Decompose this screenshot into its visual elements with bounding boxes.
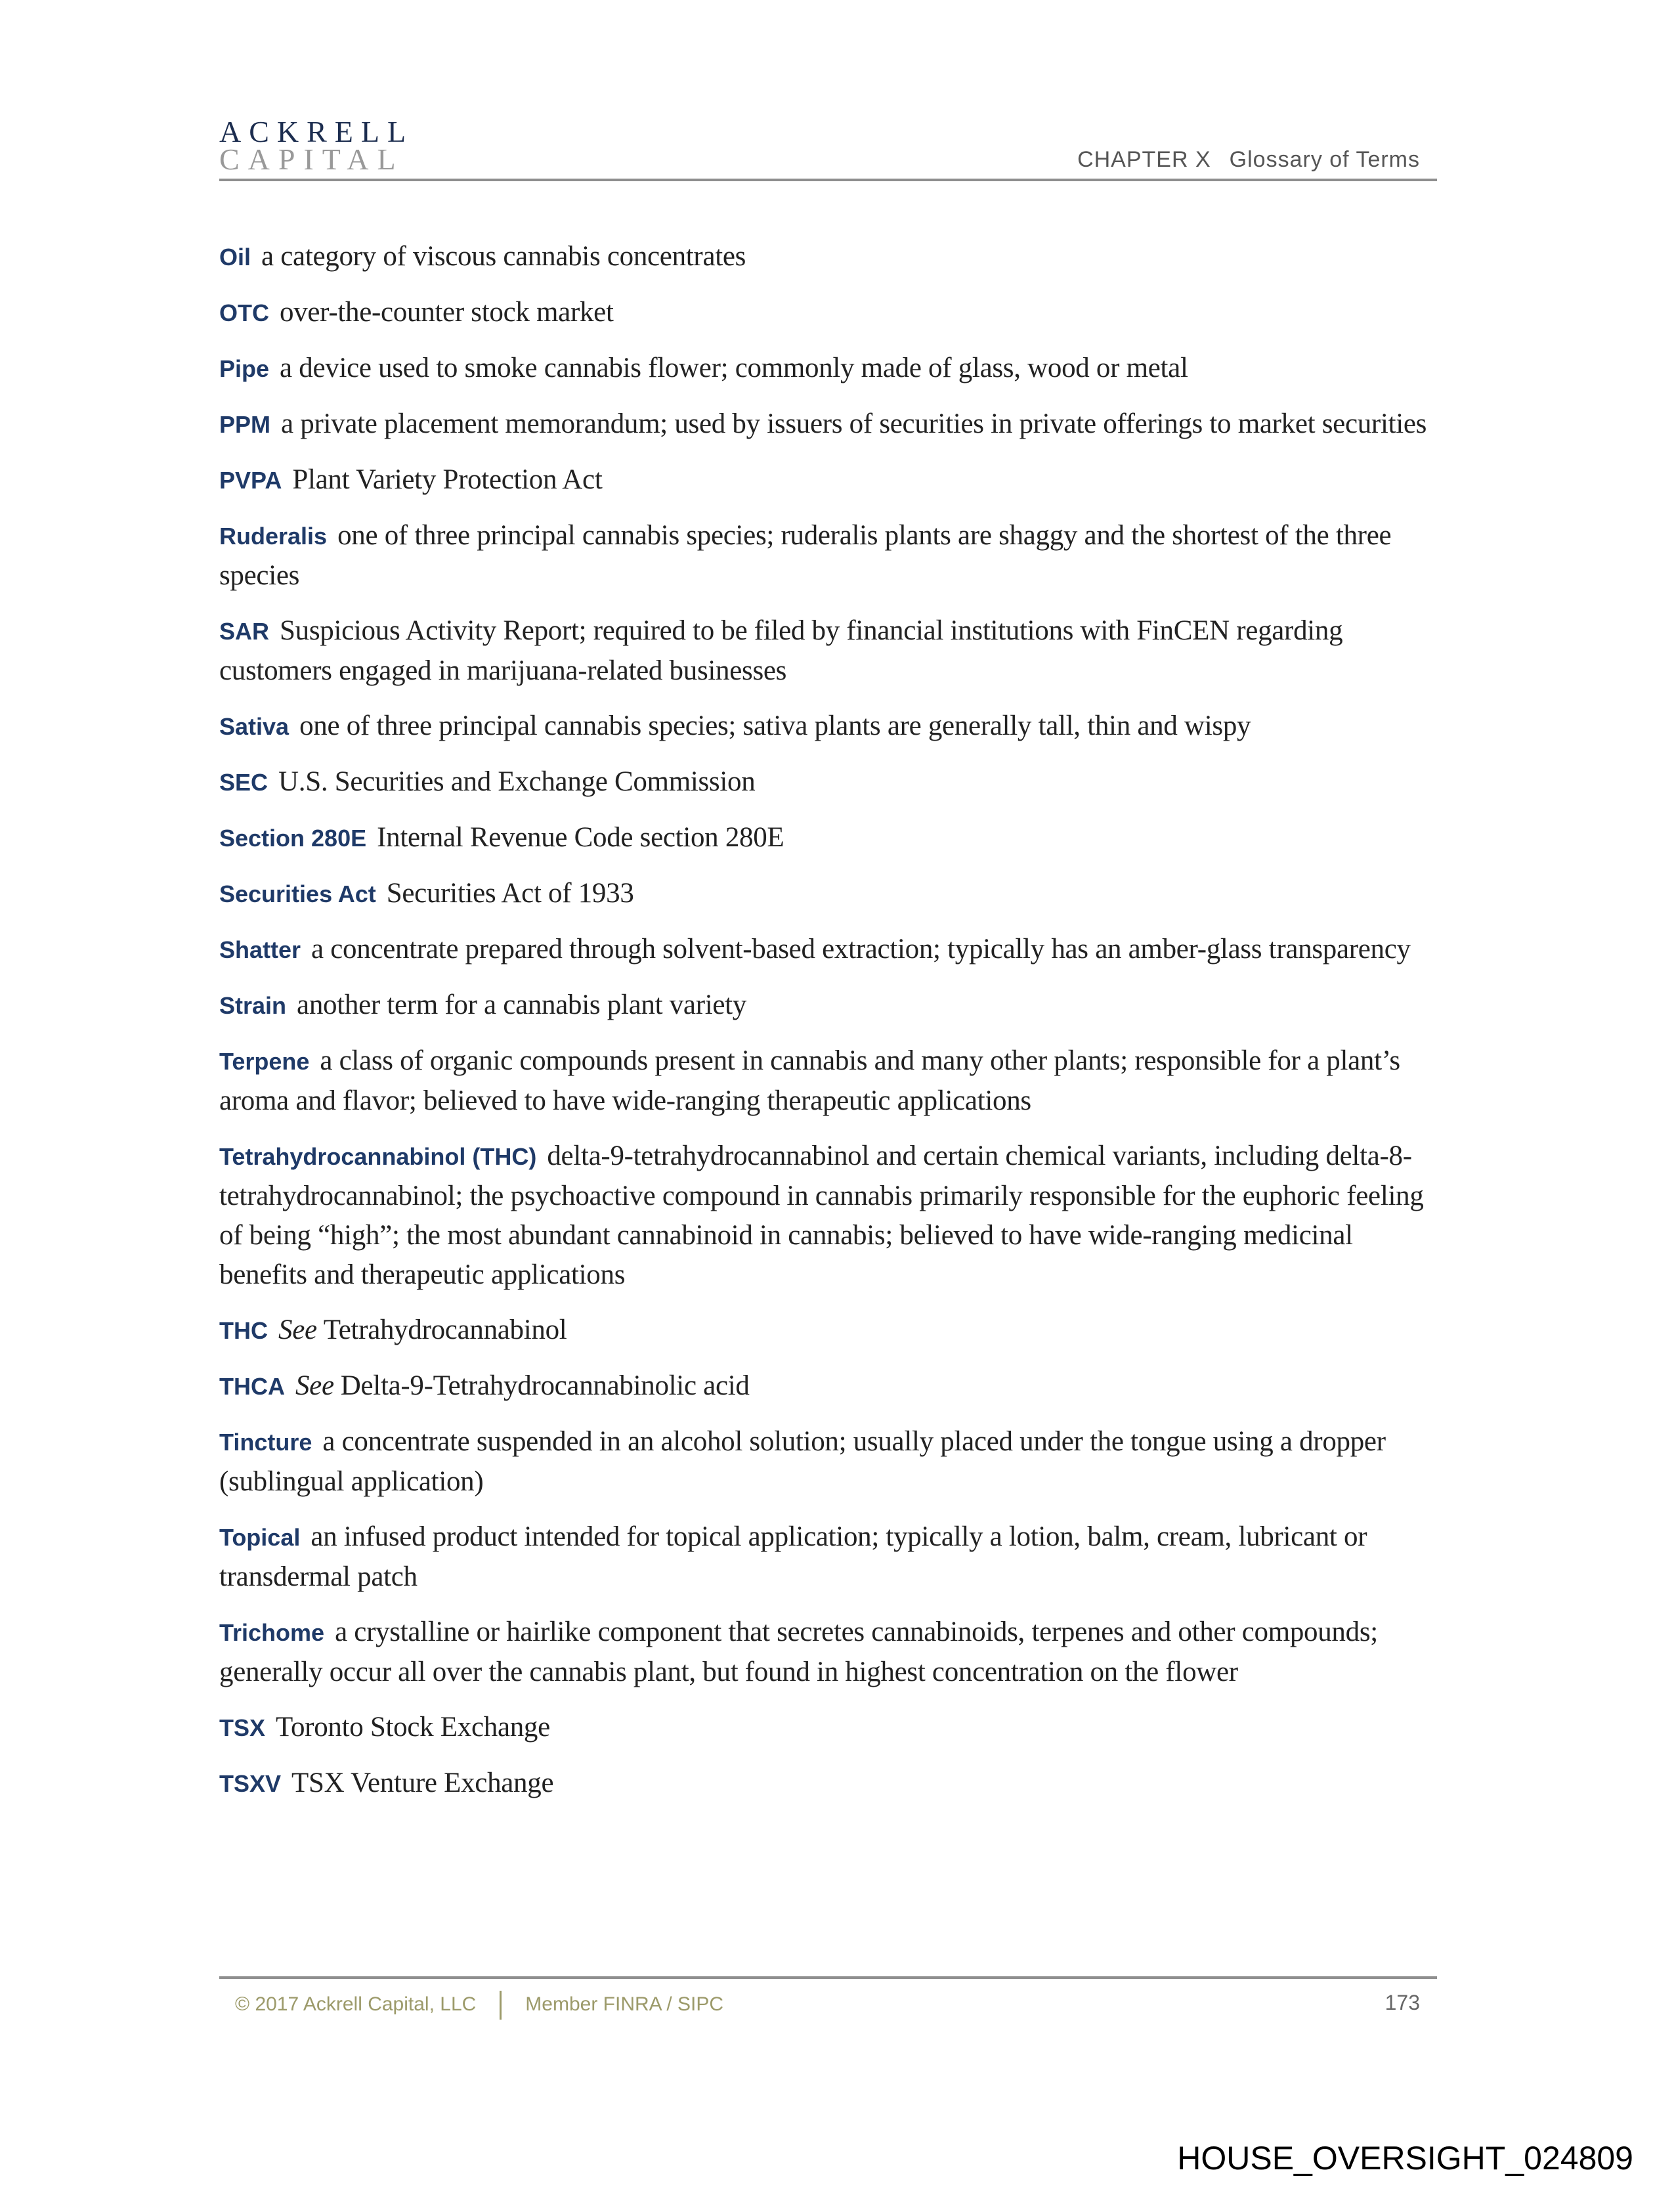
glossary-term: TSXV <box>219 1770 282 1797</box>
glossary-term: OTC <box>219 299 269 326</box>
glossary-term: Terpene <box>219 1048 310 1075</box>
running-header <box>1077 147 1420 173</box>
glossary-entry <box>219 1041 1444 1121</box>
glossary-entry <box>219 930 1444 970</box>
glossary-definition: a concentrate prepared through solvent-based extraction; typically has an amber-glass transparency <box>311 934 1411 965</box>
glossary-term: Topical <box>219 1524 301 1551</box>
glossary-entry <box>219 1366 1444 1406</box>
glossary-definition: a private placement memorandum; used by issuers of securities in private offerings to market securities <box>281 408 1427 439</box>
glossary-definition: Suspicious Activity Report; required to be filed by financial institutions with FinCEN regarding customers engaged in marijuana-related businesses <box>219 615 1343 686</box>
glossary-entry <box>219 1137 1444 1295</box>
glossary-term: Pipe <box>219 355 270 382</box>
logo-line-ackrell: ACKRELL <box>219 115 414 148</box>
glossary-entry <box>219 1311 1444 1351</box>
glossary-definition: Toronto Stock Exchange <box>276 1712 550 1743</box>
glossary-entry <box>219 460 1444 500</box>
glossary-term: PVPA <box>219 467 282 494</box>
glossary-definition: another term for a cannabis plant variety <box>297 989 746 1020</box>
glossary-term: THCA <box>219 1373 285 1400</box>
glossary-definition: a class of organic compounds present in cannabis and many other plants; responsible for a plant’s aroma and flavor; believed to have wide-ranging therapeutic applications <box>219 1045 1400 1116</box>
header-divider <box>219 179 1437 181</box>
glossary-term: Tincture <box>219 1429 312 1456</box>
glossary-term: PPM <box>219 411 271 438</box>
glossary-term: SEC <box>219 769 268 796</box>
see-reference: See <box>295 1370 334 1401</box>
glossary-entry <box>219 349 1444 389</box>
glossary-entry <box>219 611 1444 691</box>
glossary-term: Oil <box>219 244 251 271</box>
chapter-label: CHAPTER X <box>1077 147 1211 172</box>
see-reference: See <box>278 1314 317 1345</box>
glossary-entry <box>219 1517 1444 1597</box>
glossary-definition: delta-9-tetrahydrocannabinol and certain chemical variants, including delta-8-tetrahydrocannabinol; the psychoactive compound in cannabis primarily responsible for the euphoric feeling of being “high”; the most abundant cannabinoid in cannabis; believed to have wide-ranging medicinal benefits and therapeutic applications <box>219 1140 1424 1290</box>
glossary-entry <box>219 818 1444 858</box>
section-title: Glossary of Terms <box>1229 147 1420 172</box>
glossary-term: Section 280E <box>219 825 367 852</box>
glossary-definition: over-the-counter stock market <box>280 297 614 328</box>
glossary-entry <box>219 237 1444 277</box>
glossary-term: Securities Act <box>219 880 376 907</box>
page-number: 173 <box>1384 1991 1420 2014</box>
footer <box>235 1991 723 2020</box>
glossary-term: THC <box>219 1317 268 1344</box>
glossary-entry <box>219 1613 1444 1692</box>
glossary-definition: Plant Variety Protection Act <box>292 464 603 495</box>
glossary-entry <box>219 986 1444 1026</box>
bates-stamp: HOUSE_OVERSIGHT_024809 <box>1177 2140 1633 2177</box>
glossary-term: TSX <box>219 1714 266 1741</box>
glossary-definition: a device used to smoke cannabis flower; commonly made of glass, wood or metal <box>280 353 1188 383</box>
glossary-entry <box>219 874 1444 914</box>
glossary-definition: one of three principal cannabis species; sativa plants are generally tall, thin and wispy <box>299 710 1251 741</box>
glossary-entry <box>219 293 1444 333</box>
glossary-definition: a category of viscous cannabis concentrates <box>261 241 746 272</box>
glossary-term: Trichome <box>219 1619 325 1646</box>
glossary-definition: U.S. Securities and Exchange Commission <box>278 766 756 797</box>
glossary-definition: an infused product intended for topical application; typically a lotion, balm, cream, lubricant or transdermal patch <box>219 1521 1367 1592</box>
glossary-definition: Tetrahydrocannabinol <box>323 1314 567 1345</box>
glossary-definition: Internal Revenue Code section 280E <box>377 822 784 853</box>
glossary-term: Ruderalis <box>219 523 328 550</box>
ackrell-capital-logo <box>219 115 414 176</box>
glossary-term: Tetrahydrocannabinol (THC) <box>219 1143 537 1170</box>
glossary-entry <box>219 1422 1444 1502</box>
glossary-term: SAR <box>219 618 270 645</box>
glossary-entry <box>219 404 1444 445</box>
logo-line-capital: CAPITAL <box>219 142 404 176</box>
member-finra-sipc: Member FINRA / SIPC <box>525 1993 724 2015</box>
glossary-definition: one of three principal cannabis species; ruderalis plants are shaggy and the shortest of the three species <box>219 520 1392 591</box>
glossary-entry <box>219 1708 1444 1748</box>
glossary-list <box>219 237 1444 1819</box>
footer-separator <box>500 1991 502 2020</box>
glossary-definition: Delta-9-Tetrahydrocannabinolic acid <box>340 1370 750 1401</box>
glossary-entry <box>219 1764 1444 1804</box>
glossary-entry <box>219 762 1444 802</box>
glossary-entry <box>219 516 1444 596</box>
glossary-definition: Securities Act of 1933 <box>386 878 634 909</box>
copyright: © 2017 Ackrell Capital, LLC <box>235 1993 477 2015</box>
glossary-definition: a concentrate suspended in an alcohol solution; usually placed under the tongue using a dropper (sublingual application) <box>219 1426 1386 1497</box>
glossary-entry <box>219 706 1444 747</box>
footer-divider <box>219 1976 1437 1979</box>
glossary-term: Shatter <box>219 936 301 963</box>
glossary-term: Strain <box>219 992 287 1019</box>
glossary-term: Sativa <box>219 713 290 740</box>
glossary-definition: a crystalline or hairlike component that secretes cannabinoids, terpenes and other compounds; generally occur all over the cannabis plant, but found in highest concentration on the flower <box>219 1616 1378 1687</box>
glossary-definition: TSX Venture Exchange <box>291 1767 554 1798</box>
